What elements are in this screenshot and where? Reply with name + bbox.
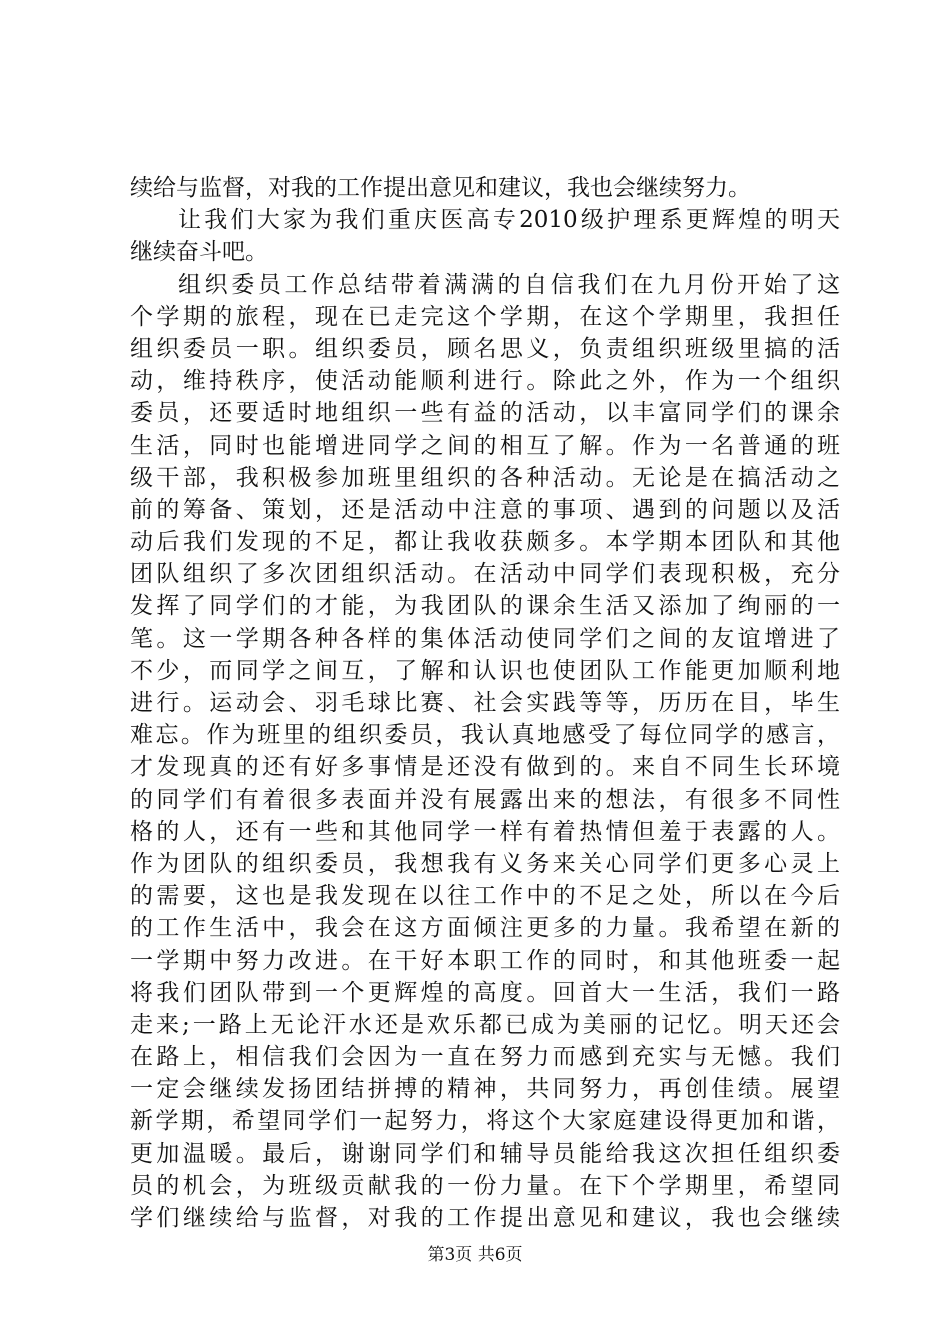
text-line: 动，维持秩序，使活动能顺利进行。除此之外，作为一个组织: [130, 368, 840, 395]
text-line: 难忘。作为班里的组织委员，我认真地感受了每位同学的感言，: [130, 722, 840, 749]
text-line: 不少，而同学之间互，了解和认识也使团队工作能更加顺利地: [130, 657, 840, 684]
text-line: 才发现真的还有好多事情是还没有做到的。来自不同生长环境: [130, 754, 840, 781]
text-line: 一学期中努力改进。在干好本职工作的同时，和其他班委一起: [130, 947, 840, 974]
text-line: 级干部，我积极参加班里组织的各种活动。无论是在搞活动之: [130, 464, 840, 491]
text-line: 新学期，希望同学们一起努力，将这个大家庭建设得更加和谐，: [130, 1108, 840, 1135]
text-line: 委员，还要适时地组织一些有益的活动，以丰富同学们的课余: [130, 400, 840, 427]
text-line: 组织委员一职。组织委员，顾名思义，负责组织班级里搞的活: [130, 335, 840, 362]
text-line: 学们继续给与监督，对我的工作提出意见和建议，我也会继续: [130, 1205, 840, 1231]
text-line: 作为团队的组织委员，我想我有义务来关心同学们更多心灵上: [130, 850, 840, 877]
paragraph-first-line: 让我们大家为我们重庆医高专2010级护理系更辉煌的明天: [178, 207, 840, 234]
text-line: 一定会继续发扬团结拼搏的精神，共同努力，再创佳绩。展望: [130, 1076, 840, 1103]
text-line: 员的机会，为班级贡献我的一份力量。在下个学期里，希望同: [130, 1172, 840, 1199]
text-line: 进行。运动会、羽毛球比赛、社会实践等等，历历在目，毕生: [130, 690, 840, 716]
page-number-footer: 第3页 共6页: [427, 1245, 523, 1265]
text-line: 生活，同时也能增进同学之间的相互了解。作为一名普通的班: [130, 432, 840, 459]
text-line: 格的人，还有一些和其他同学一样有着热情但羞于表露的人。: [130, 818, 840, 845]
text-line: 个学期的旅程，现在已走完这个学期，在这个学期里，我担任: [130, 303, 840, 330]
paragraph-first-line: 组织委员工作总结带着满满的自信我们在九月份开始了这: [178, 271, 840, 298]
text-line: 在路上，相信我们会因为一直在努力而感到充实与无憾。我们: [130, 1044, 840, 1071]
text-line: 的需要，这也是我发现在以往工作中的不足之处，所以在今后: [130, 883, 840, 910]
text-line: 笔。这一学期各种各样的集体活动使同学们之间的友谊增进了: [130, 625, 840, 652]
text-line: 将我们团队带到一个更辉煌的高度。回首大一生活，我们一路: [130, 979, 840, 1006]
text-line: 续给与监督，对我的工作提出意见和建议，我也会继续努力。: [130, 175, 751, 201]
text-line: 的工作生活中，我会在这方面倾注更多的力量。我希望在新的: [130, 915, 840, 942]
text-line: 更加温暖。最后，谢谢同学们和辅导员能给我这次担任组织委: [130, 1140, 840, 1167]
text-line: 动后我们发现的不足，都让我收获颇多。本学期本团队和其他: [130, 529, 840, 556]
text-line: 发挥了同学们的才能，为我团队的课余生活又添加了绚丽的一: [130, 593, 840, 620]
text-line: 的同学们有着很多表面并没有展露出来的想法，有很多不同性: [130, 786, 840, 813]
body-text: [130, 172, 840, 1234]
text-line: 团队组织了多次团组织活动。在活动中同学们表现积极，充分: [130, 561, 840, 588]
text-line: 走来;一路上无论汗水还是欢乐都已成为美丽的记忆。明天还会: [130, 1011, 840, 1038]
text-line: 前的筹备、策划，还是活动中注意的事项、遇到的问题以及活: [130, 496, 840, 523]
text-line: 继续奋斗吧。: [130, 239, 268, 266]
